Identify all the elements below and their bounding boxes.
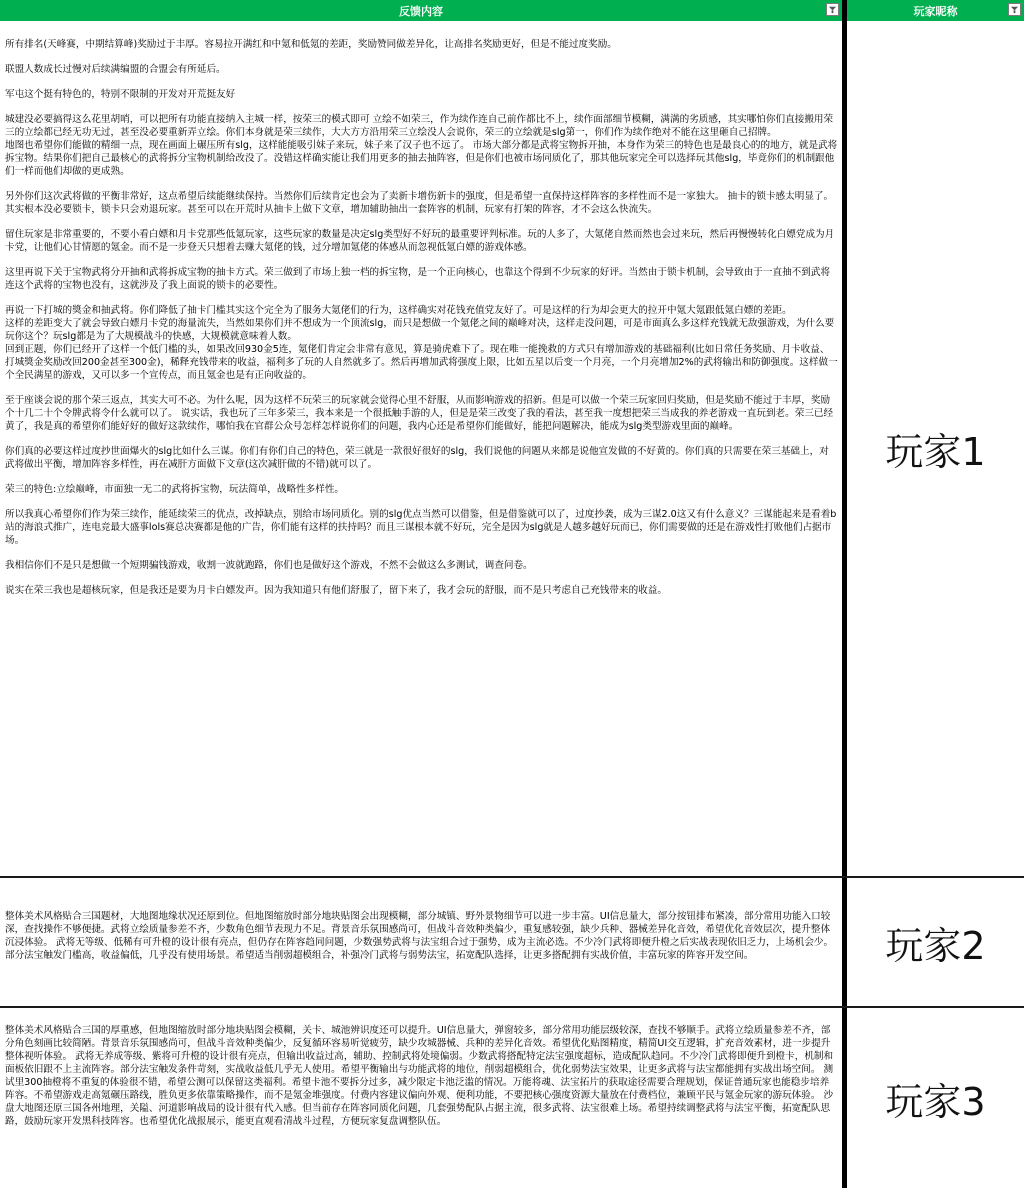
- player-name-row-3[interactable]: 玩家3: [885, 1079, 986, 1124]
- feedback-cell-row-2[interactable]: [5, 910, 838, 962]
- filter-icon: [828, 5, 837, 14]
- header-name: [847, 0, 1024, 21]
- feedback-paragraph: 军屯这个挺有特色的，特别不限制的开发对开荒挺友好: [5, 89, 236, 100]
- feedback-cell-row-1[interactable]: [5, 38, 838, 609]
- feedback-paragraph: 这样的差距变大了就会导致白嫖月卡党的海量流失，当然如果你们并不想成为一个顶流slg，而只是想做一个氪佬之间的巅峰对决，这样走没问题，可是市面真么多这样充钱就无敌强游戏，为什么要玩你这个？玩slg都是为了大规模战斗的快感，大规模就意味着人数。: [5, 318, 835, 342]
- feedback-paragraph: 地图也希望你们能做的精细一点，现在画面上碾压所有slg，这样能能吸引妹子来玩，妹子来了汉子也不远了。 市场大部分都是武将宝物拆开抽，本身作为荣三的特色也是最良心的的地方，就是武将拆宝物。结果你们把自己最核心的武将拆分宝物机制给改没了。没错这样确实能让我们用更多的抽去抽阵容，但是你们也被市场同质化了，那其他玩家完全可以选择玩其他slg，毕竟你们的机制跟他们一样而他们却做的更成熟。: [5, 140, 838, 177]
- filter-dropdown-name[interactable]: [1008, 3, 1021, 16]
- feedback-paragraph: 整体美术风格贴合三国题材，大地图地缘状况还原到位。但地图缩放时部分地块贴图会出现模糊，部分城镇、野外景物细节可以进一步丰富。UI信息量大，部分按钮排布紧凑，部分常用功能入口较深，查找操作不够便捷。武将立绘质量参差不齐，少数角色细节表现力不足。背景音乐氛围感尚可，但战斗音效种类偏少，重复感较强，缺少兵种、器械差异化音效，希望优化音效层次，提升整体沉浸体验。 武将无等级、低稀有可升橙的设计很有亮点，但仍存在阵容趋同问题，少数强势武将与法宝组合过于强势，成为主流必选。不少冷门武将即便升橙之后实战表现依旧乏力，上场机会少。部分法宝触发门槛高，收益偏低，几乎没有使用场景。希望适当削弱超模组合，补强冷门武将与弱势法宝，拓宽配队选择，让更多搭配拥有实战价值，丰富玩家的阵容开发空间。: [5, 911, 834, 961]
- player-name-row-2[interactable]: 玩家2: [885, 923, 986, 968]
- feedback-paragraph: 整体美术风格贴合三国的厚重感，但地图缩放时部分地块贴图会模糊，关卡、城池辨识度还可以提升。UI信息量大，弹窗较多，部分常用功能层级较深，查找不够顺手。武将立绘质量参差不齐，部分角色刻画比较简陋。背景音乐氛围感尚可，但战斗音效种类偏少，反复循环容易听觉疲劳，缺少攻城器械、兵种的差异化音效。希望优化贴图精度，精简UI交互逻辑，扩充音效素材，进一步提升整体视听体验。 武将无养成等级、紫将可升橙的设计很有亮点，但输出收益过高，辅助、控制武将处境偏弱。少数武将搭配特定法宝强度超标，造成配队趋同。不少冷门武将即便升到橙卡，机制和面板依旧跟不上主流阵容。部分法宝触发条件苛刻，实战收益低几乎无人使用。希望平衡输出与功能武将的地位，削弱超模组合，优化弱势法宝效果，让更多武将与法宝都能拥有实战出场空间。 测试里300抽橙将不重复的体验很不错，希望公测可以保留这类福利。希望卡池不要拆分过多，减少限定卡池泛滥的情况。万能将魂、法宝拓片的获取途径需要合理规划，保证普通玩家也能稳步培养阵容。不希望游戏走高氪碾压路线，胜负更多依靠策略操作，而不是氪金堆强度。付费内容建议偏向外观、便利功能，不要把核心强度资源大量放在付费档位，兼顾平民与氪金玩家的游玩体验。 沙盘大地图还原三国各州地理，关隘、河道影响战局的设计很有代入感。但当前存在阵容同质化问题，几套强势配队占据主流，很多武将、法宝很难上场。希望持续调整武将与法宝平衡，拓宽配队思路，鼓励玩家开发黑科技阵容。也希望优化战报展示，能更直观看清战斗过程，方便玩家复盘调整队伍。: [5, 1025, 834, 1127]
- header-feedback: [0, 0, 842, 21]
- header-feedback-label: 反馈内容: [399, 4, 443, 18]
- feedback-paragraph: 至于座谈会说的那个荣三返点，其实大可不必。为什么呢，因为这样不玩荣三的玩家就会觉得心里不舒服，从而影响游戏的招新。但是可以做一个荣三玩家回归奖励，但是奖励不能过于丰厚，奖励个十几二十个令牌武将令什么就可以了。 说实话，我也玩了三年多荣三，我本来是一个很抵触手游的人，但是是荣三改变了我的看法，甚至我一度想把荣三当成我的养老游戏一直玩到老。荣三已经黄了，我是真的希望你们能好好的做好这款续作，哪怕我在官群公众号怎样怎样说你们的问题，我内心还是希望你们能做好，能把问题解决，能成为slg类型游戏里面的巅峰。: [5, 395, 834, 432]
- feedback-paragraph: 再说一下打城的獎金和抽武将。你们降低了抽卡门槛其实这个完全为了服务大氪佬们的行为，这样确实对花钱充值党友好了。可是这样的行为却会更大的拉开中氪大氪跟低氪白嫖的差距。: [5, 305, 792, 316]
- feedback-paragraph: 另外你们这次武将做的平衡非常好，这点希望后续能继续保持。当然你们后续肯定也会为了卖新卡增伤新卡的强度，但是希望一直保持这样阵容的多样性而不是一家独大。 抽卡的锁卡感太明显了。其实根本没必要锁卡，锁卡只会劝退玩家。甚至可以在开荒时从抽卡上做下文章，增加辅助抽出一套阵容的机制，玩家有打架的阵容，才不会这么快流失。: [5, 191, 834, 215]
- feedback-paragraph: 所以我真心希望你们作为荣三续作，能延续荣三的优点，改掉缺点，别给市场同质化。别的slg优点当然可以借鉴，但是借鉴就可以了，过度抄袭，成为三谋2.0这又有什么意义？三谋能起来是看着b站的海浪式推广，连电竞最大盛事lols赛总决赛都是他的广告，你们能有这样的扶持吗？而且三谋根本就不好玩，完全是因为slg就是人越多越好玩而已，你们需要做的还是在游戏性打败他们占据市场。: [5, 509, 837, 546]
- feedback-paragraph: 城建没必要搞得这么花里胡哨，可以把所有功能直接纳入主城一样，按荣三的模式即可 立绘不如荣三，作为续作连自己前作都比不上，续作面部细节模糊，满满的劣质感，其实哪怕你们直接搬用荣三的立绘都已经无功无过，甚至没必要重新弄立绘。你们本身就是荣三续作，大大方方沿用荣三立绘没人会说你，荣三的立绘就是slg第一，你们作为续作绝对不能在这里砸自己招牌。: [5, 114, 834, 138]
- feedback-paragraph: 联盟人数成长过慢对后续满编盟的合盟会有所延后。: [5, 64, 226, 75]
- feedback-paragraph: 荣三的特色:立绘巅峰，市面独一无二的武将拆宝物，玩法简单，战略性多样性。: [5, 484, 345, 495]
- header-name-label: 玩家昵称: [913, 4, 958, 18]
- feedback-paragraph: 所有排名(天峰赛，中期结算峰)奖励过于丰厚。容易拉开满红和中氪和低氪的差距，奖励赞同做差异化，让高排名奖励更好，但是不能过度奖励。: [5, 39, 617, 50]
- feedback-paragraph: 说实在荣三我也是超核玩家，但是我还是要为月卡白嫖发声。因为我知道只有他们舒服了，留下来了，我才会玩的舒服，而不是只考虑自己充钱带来的收益。: [5, 585, 667, 596]
- feedback-paragraph: 我相信你们不是只是想做一个短期骗钱游戏，收割一波就跑路，你们也是做好这个游戏，不然不会做这么多测试，调查问卷。: [5, 560, 533, 571]
- feedback-paragraph: 这里再说下关于宝物武将分开抽和武将拆成宝物的抽卡方式。荣三做到了市场上独一档的拆宝物，是一个正向核心，也靠这个得到不少玩家的好评。当然由于锁卡机制，会导致由于一直抽不到武将连这个武将的宝物也没有，这就涉及了我上面说的锁卡的必要性。: [5, 267, 831, 291]
- feedback-paragraph: 回到正题，你们已经开了这样一个低门槛的头，如果改回930金5连，氪佬们肯定会非常有意见，算是骑虎难下了。现在唯一能挽救的方式只有增加游戏的基础福利(比如日常任务奖励、月卡收益、打城獎金奖励改回200金甚至300金)，稀释充钱带来的收益，福利多了玩的人自然就多了。然后再增加武将强度上限，比如五星以后变一个月亮，一个月亮增加2%的武将输出和防御强度。这样做一个全民满星的游戏，又可以多一个宣传点，而且氪金也是有正向收益的。: [5, 344, 838, 381]
- feedback-paragraph: 留住玩家是非常重要的，不要小看白嫖和月卡党那些低氪玩家，这些玩家的数量是决定slg类型好不好玩的最重要评判标准。玩的人多了，大氪佬自然而然也会过来玩，然后再慢慢转化白嫖党成为月卡党，让他们心甘情愿的氪金。而不是一步登天只想着去赚大氪佬的钱，过分增加氪佬的体感从而忽视低氪白嫖的游戏体感。: [5, 229, 835, 253]
- filter-dropdown-feedback[interactable]: [826, 3, 839, 16]
- feedback-cell-row-3[interactable]: [5, 1024, 838, 1128]
- feedback-paragraph: 你们真的必要这样过度抄世面爆火的slg比如什么三谋。你们有你们自己的特色，荣三就是一款很好很好的slg，我们说他的问题从来都是说他宣发做的不好黄的。你们真的只需要在荣三基础上，对武将做出平衡，增加阵容多样性，再在减肝方面做下文章(这次减肝做的不错)就可以了。: [5, 446, 829, 470]
- filter-icon: [1010, 5, 1019, 14]
- player-name-row-1[interactable]: 玩家1: [885, 430, 986, 474]
